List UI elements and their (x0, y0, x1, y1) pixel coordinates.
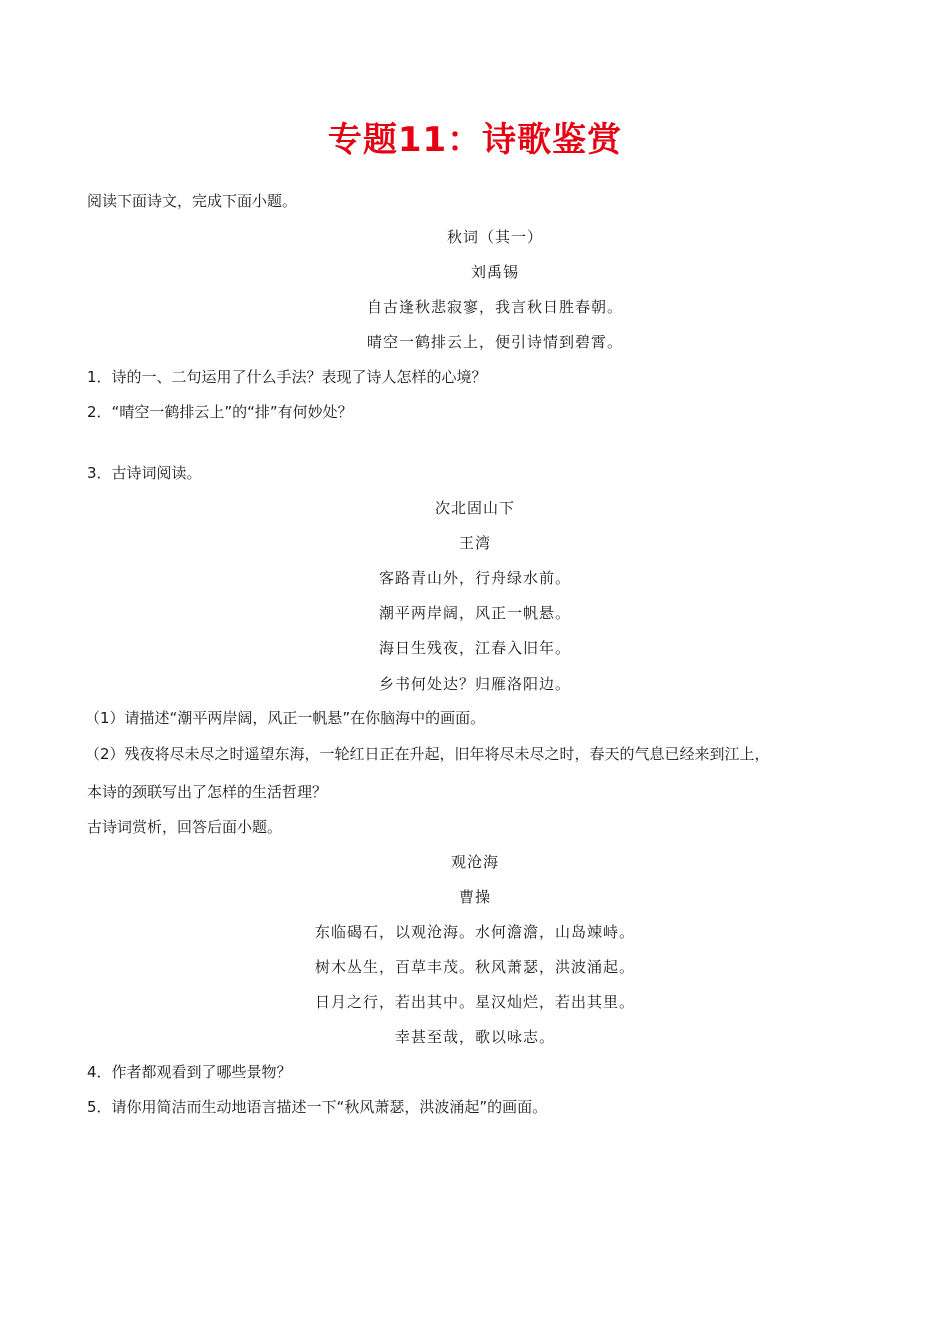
section3-poem-line: 树木丛生，百草丰茂。秋风萧瑟，洪波涌起。 (314, 958, 635, 976)
section1-poem-title: 秋词（其一） (446, 228, 543, 246)
section2-poem-line: 潮平两岸阔，风正一帆悬。 (378, 604, 571, 622)
section1-poem-line: 自古逢秋悲寂寥，我言秋日胜春朝。 (366, 298, 623, 316)
question-4: 4．作者都观看到了哪些景物？ (87, 1063, 292, 1081)
section2-poem-line: 海日生残夜，江春入旧年。 (378, 639, 571, 657)
section1-author: 刘禹锡 (470, 263, 519, 281)
section3-poem-title: 观沧海 (450, 853, 499, 871)
section1-intro: 阅读下面诗文，完成下面小题。 (87, 192, 298, 210)
question-5: 5．请你用简洁而生动地语言描述一下“秋风萧瑟，洪波涌起”的画面。 (87, 1098, 548, 1116)
page-title: 专题11：诗歌鉴赏 (327, 120, 623, 160)
section3-intro: 古诗词赏析，回答后面小题。 (87, 818, 283, 836)
section2-poem-line: 乡书何处达？归雁洛阳边。 (378, 675, 571, 693)
question-3-2: （2）残夜将尽未尽之时遥望东海，一轮红日正在升起，旧年将尽未尽之时，春天的气息已经来到江上， (85, 745, 770, 763)
question-3-2-cont: 本诗的颈联写出了怎样的生活哲理？ (87, 783, 328, 801)
section3-poem-line: 东临碣石，以观沧海。水何澹澹，山岛竦峙。 (314, 923, 635, 941)
section2-author: 王湾 (458, 534, 491, 552)
question-2: 2．“晴空一鹤排云上”的“排”有何妙处？ (87, 403, 353, 421)
section3-author: 曹操 (458, 888, 491, 906)
section3-poem-line: 幸甚至哉，歌以咏志。 (394, 1028, 555, 1046)
section1-poem-line: 晴空一鹤排云上，便引诗情到碧霄。 (366, 333, 623, 351)
question-1: 1．诗的一、二句运用了什么手法？表现了诗人怎样的心境？ (87, 368, 487, 386)
section2-poem-line: 客路青山外，行舟绿水前。 (378, 569, 571, 587)
question-3: 3．古诗词阅读。 (87, 464, 202, 482)
section3-poem-line: 日月之行，若出其中。星汉灿烂，若出其里。 (314, 993, 635, 1011)
section2-poem-title: 次北固山下 (434, 499, 515, 517)
question-3-1: （1）请描述“潮平两岸阔，风正一帆悬”在你脑海中的画面。 (85, 709, 486, 727)
